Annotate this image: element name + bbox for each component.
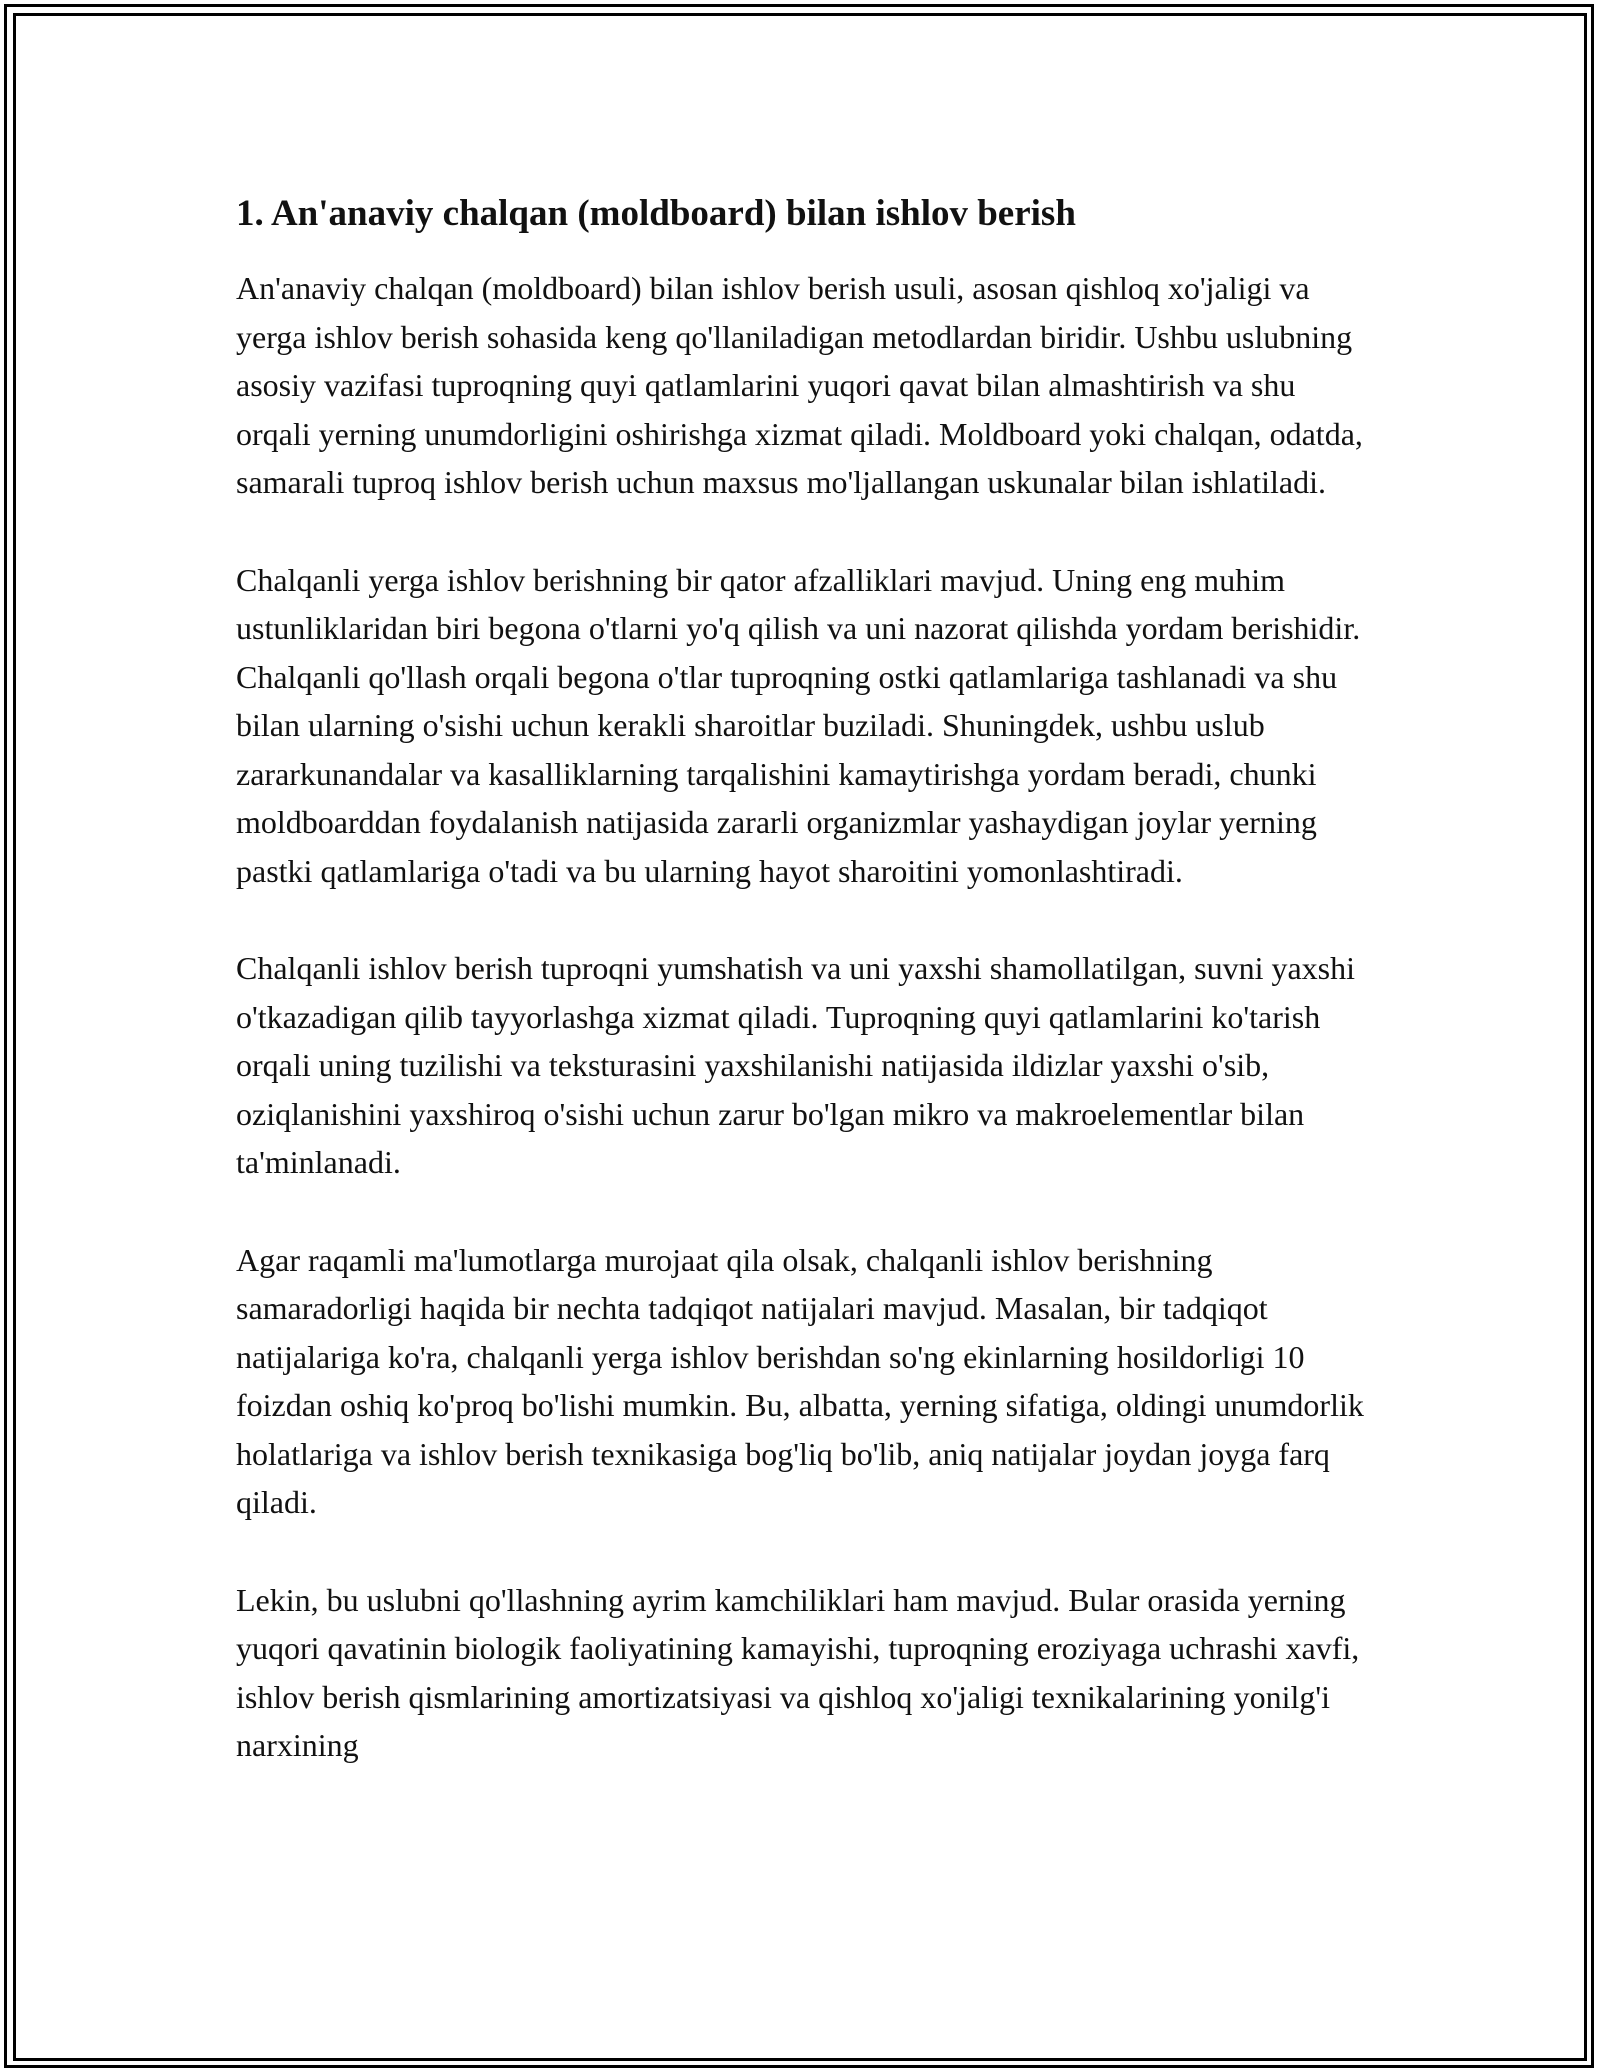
paragraph-1: An'anaviy chalqan (moldboard) bilan ishlov berish usuli, asosan qishloq xo'jaligi va yerga ishlov berish sohasida keng qo'llaniladigan metodlardan biridir. Ushbu uslubning asosiy vazifasi tuproqning quyi qatlamlarini yuqori qavat bilan almashtirish va shu orqali yerning unumdorligini oshirishga xizmat qiladi. Moldboard yoki chalqan, odatda, samarali tuproq ishlov berish uchun maxsus mo'ljallangan uskunalar bilan ishlatiladi. (236, 270, 1363, 500)
paragraph-3: Chalqanli ishlov berish tuproqni yumshatish va uni yaxshi shamollatilgan, suvni yaxshi o'tkazadigan qilib tayyorlashga xizmat qiladi. Tuproqning quyi qatlamlarini ko'tarish orqali uning tuzilishi va teksturasini yaxshilanishi natijasida ildizlar yaxshi o'sib, oziqlanishini yaxshiroq o'sishi uchun zarur bo'lgan mikro va makroelementlar bilan ta'minlanadi. (236, 950, 1356, 1180)
paragraph-4: Agar raqamli ma'lumotlarga murojaat qila olsak, chalqanli ishlov berishning samaradorligi haqida bir nechta tadqiqot natijalari mavjud. Masalan, bir tadqiqot natijalariga ko'ra, chalqanli yerga ishlov berishdan so'ng ekinlarning hosildorligi 10 foizdan oshiq ko'proq bo'lishi mumkin. Bu, albatta, yerning sifatiga, oldingi unumdorlik holatlariga va ishlov berish texnikasiga bog'liq bo'lib, aniq natijalar joydan joyga farq qiladi. (236, 1241, 1364, 1520)
section-heading: 1. An'anaviy chalqan (moldboard) bilan ishlov berish (236, 193, 1076, 234)
paragraph-5: Lekin, bu uslubni qo'llashning ayrim kamchiliklari ham mavjud. Bular orasida yerning yuqori qavatinin biologik faoliyatining kamayishi, tuproqning eroziyaga uchrashi xavfi, ishlov berish qismlarining amortizatsiyasi va qishloq xo'jaligi texnikalarining yonilg'i narxining (236, 1581, 1360, 1763)
document-body (236, 186, 1376, 1770)
paragraph-2: Chalqanli yerga ishlov berishning bir qator afzalliklari mavjud. Uning eng muhim ustunliklaridan biri begona o'tlarni yo'q qilish va uni nazorat qilishda yordam berishidir. Chalqanli qo'llash orqali begona o'tlar tuproqning ostki qatlamlariga tashlanadi va shu bilan ularning o'sishi uchun kerakli sharoitlar buziladi. Shuningdek, ushbu uslub zararkunandalar va kasalliklarning tarqalishini kamaytirishga yordam beradi, chunki moldboarddan foydalanish natijasida zararli organizmlar yashaydigan joylar yerning pastki qatlamlariga o'tadi va bu ularning hayot sharoitini yomonlashtiradi. (236, 561, 1361, 889)
